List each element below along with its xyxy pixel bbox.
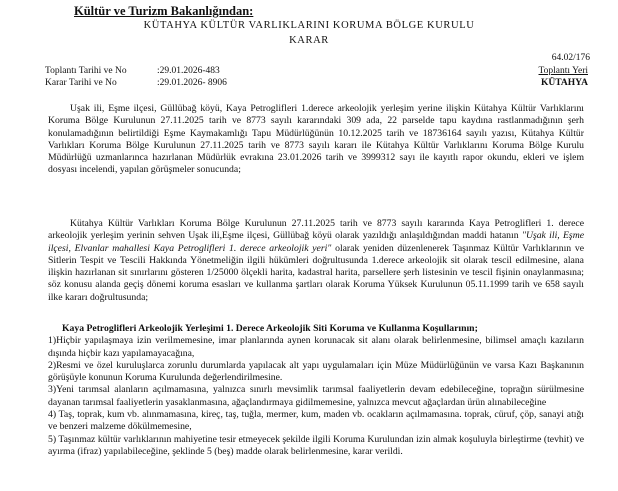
meeting-place-label: Toplantı Yeri	[538, 66, 588, 76]
paragraph-2-part-2: olarak yeniden düzenlenerek Taşınmaz Kültür Varlıklarının ve Sitlerin Tespit ve Tescili Hakkında Yönetmeliğin ilgili hükümleri doğrultusunda 1.derece arkeolojik sit olarak tescil edilmesine, alana ilişkin hazırlanan sit sınırlarını gösteren 1/25000 ölçekli harita, kadastral harita, parsellere şerh listesinin ve tescil fişinin onaylanmasına; söz konusu alanda geçiş dönemi koruma esasları ve kullanma şartları olarak Koruma Yüksek Kurulunun 05.11.1999 tarih ve 658 sayılı ilke kararı doğrultusunda;	[48, 242, 584, 303]
meeting-date-label: Toplantı Tarihi ve No	[45, 66, 127, 76]
meeting-place-value: KÜTAHYA	[541, 78, 588, 88]
meeting-date-row	[45, 66, 220, 76]
condition-item: 1)Hiçbir yapılaşmaya izin verilmemesine, imar planlarında aynen korunacak sit alanı olarak belirlenmesine, bilimsel amaçlı kazıların dışında hiçbir kazı yapılamayacağına,	[48, 335, 584, 359]
paragraph-2-quote: "Uşak ili, Eşme ilçesi, Elvanlar mahallesi Kaya Petroglifleri 1. derece arkeolojik yeri"	[48, 230, 584, 254]
conditions-section	[48, 323, 584, 458]
paragraph-2	[48, 218, 584, 304]
ministry-heading: Kültür ve Turizm Bakanlığından:	[74, 4, 254, 18]
decision-date-value: :29.01.2026- 8906	[157, 78, 227, 88]
decision-date-label: Karar Tarihi ve No	[45, 78, 117, 88]
condition-item: 5) Taşınmaz kültür varlıklarının mahiyetine tesir etmeyecek şekilde ilgili Koruma Kurulundan izin almak koşuluyla birleştirme (tevhit) ve ayırma (ifraz) yapılabileceğine, şeklinde 5 (beş) madde olarak belirlenmesine, karar verildi.	[48, 433, 584, 457]
paragraph-1: Uşak ili, Eşme ilçesi, Güllübağ köyü, Kaya Petroglifleri 1.derece arkeolojik yerleşim yerine ilişkin Kütahya Kültür Varlıklarını Koruma Bölge Kurulunun 27.11.2025 tarih ve 8773 sayılı kararındaki 309 ada, 22 parselde tapu kaydına rastlanmadığının şerh konulamadığının belirtildiği Eşme Kaymakamlığı Tapu Müdürlüğünün 10.12.2025 tarih ve 18736164 sayılı yazısı, Kütahya Kültür Varlıkları Koruma Bölge Kurulunun 27.11.2025 tarih ve 8773 sayılı kararı ile Kütahya Kültür Varlıklarını Koruma Bölge Kurulu Müdürlüğü uzmanlarınca hazırlanan Müdürlük evrakına 23.01.2026 tarih ve 3999312 sayı ile kayıtlı rapor okundu, ekleri ve işlem dosyası incelendi, yapılan görüşmeler sonucunda;	[48, 103, 584, 176]
decision-code: 64.02/176	[551, 53, 590, 63]
institution-title: KÜTAHYA KÜLTÜR VARLIKLARINI KORUMA BÖLGE KURULU	[143, 20, 475, 31]
decision-date-row	[45, 78, 227, 88]
paragraph-2-part-1: Kütahya Kültür Varlıkları Koruma Bölge Kurulunun 27.11.2025 tarih ve 8773 sayılı kararında Kaya Petroglifleri 1. derece arkeolojik yerleşim yerinin sehven Uşak ili,Eşme ilçesi, Güllübağ köyü olarak yazıldığı anlaşıldığından maddi hatanın	[48, 218, 584, 242]
meeting-date-value: :29.01.2026-483	[157, 66, 220, 76]
condition-item: 2)Resmi ve özel kuruluşlarca zorunlu durumlarda yapılacak alt yapı uygulamaları için Müze Müdürlüğünün ve varsa Kazı Başkanının görüşüyle konunun Koruma Kurulunda değerlendirilmesine.	[48, 359, 584, 384]
conditions-title: Kaya Petroglifleri Arkeolojik Yerleşimi 1. Derece Arkeolojik Siti Koruma ve Kullanma Koşullarının;	[62, 323, 478, 334]
condition-item: 4) Taş, toprak, kum vb. alınmamasına, kireç, taş, tuğla, mermer, kum, maden vb. ocakların açılmamasına. toprak, cüruf, çöp, sanayi atığı ve benzeri malzeme dökülmemesine,	[48, 409, 584, 433]
condition-item: 3)Yeni tarımsal alanların açılmamasına, yalnızca sınırlı mevsimlik tarımsal faaliyetlerin devam edebileceğine, toprağın sürülmesine dayanan tarımsal faaliyetlerin yasaklanmasına, ağaçlandırmaya gidilmemesine, yalnızca mevcut ağaçlardan ürün alınabileceğine	[48, 384, 584, 408]
decision-title: KARAR	[289, 35, 329, 46]
